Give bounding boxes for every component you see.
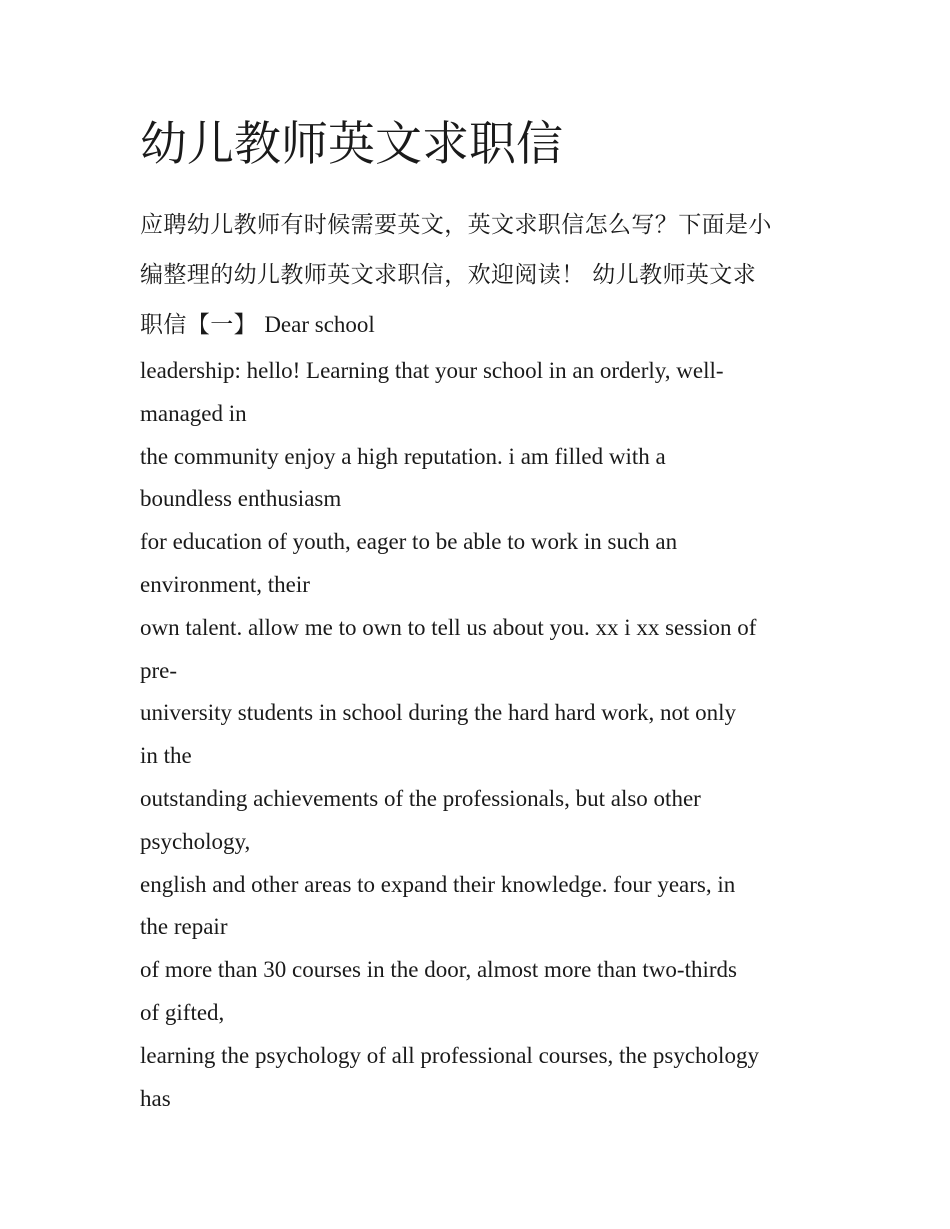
body-line: has — [140, 1085, 171, 1111]
body-line: in the — [140, 743, 192, 769]
body-line: university students in school during the hard hard work, not only — [140, 700, 737, 726]
intro-line-3 — [140, 300, 812, 350]
body-line: the repair — [140, 914, 228, 940]
body-line: psychology, — [140, 828, 251, 854]
body-line: for education of youth, eager to be able to work in such an — [140, 529, 678, 555]
body-line: boundless enthusiasm — [140, 486, 342, 512]
document-page — [140, 112, 812, 1120]
body-line: managed in — [140, 400, 247, 426]
body-line: english and other areas to expand their knowledge. four years, in — [140, 871, 736, 897]
intro-paragraph — [140, 200, 812, 350]
body-line: pre- — [140, 657, 178, 683]
body-line: leadership: hello! Learning that your school in an orderly, well- — [140, 358, 724, 383]
body-line: the community enjoy a high reputation. i am filled with a — [140, 443, 666, 469]
salutation: Dear school — [264, 312, 375, 337]
body-line: learning the psychology of all professional courses, the psychology — [140, 1042, 759, 1068]
body-line: of more than 30 courses in the door, almost more than two-thirds — [140, 957, 737, 983]
body-line: environment, their — [140, 571, 310, 597]
intro-line-1: 应聘幼儿教师有时候需要英文，英文求职信怎么写？下面是小 — [140, 212, 772, 238]
body-line: own talent. allow me to own to tell us about you. xx i xx session of — [140, 614, 757, 640]
letter-body — [140, 350, 812, 1120]
body-line: of gifted, — [140, 999, 225, 1025]
intro-line-2: 编整理的幼儿教师英文求职信，欢迎阅读！ 幼儿教师英文求 — [140, 262, 757, 288]
section-heading-one: 职信【一】 — [140, 312, 257, 338]
body-line: outstanding achievements of the professionals, but also other — [140, 785, 701, 811]
page-title: 幼儿教师英文求职信 — [140, 117, 563, 172]
